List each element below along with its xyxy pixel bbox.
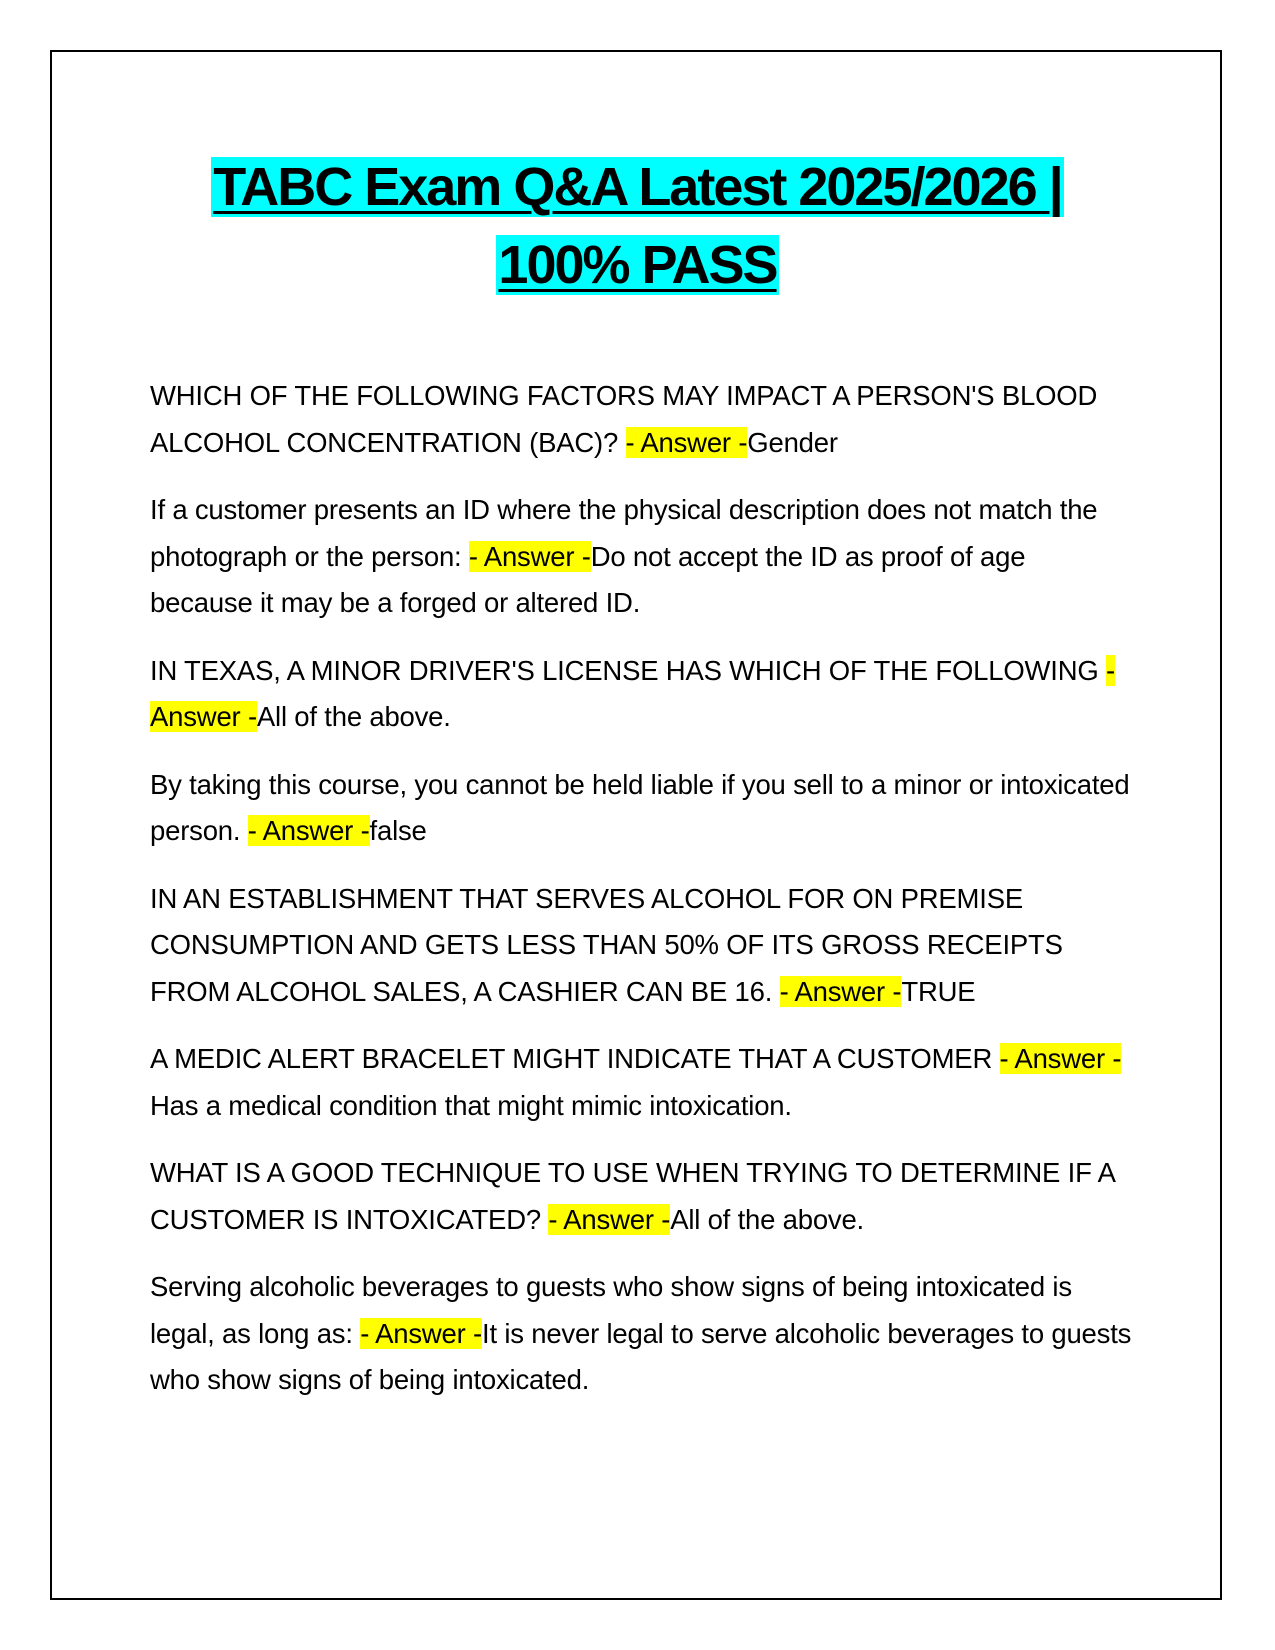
- document-title: [140, 148, 1135, 304]
- answer-text: All of the above.: [256, 701, 451, 732]
- answer-marker: - Answer -: [548, 1203, 671, 1235]
- answer-text: false: [369, 815, 427, 846]
- question-text: If a customer presents an ID where the physical description does not match the photograph or the person:: [150, 494, 1098, 572]
- answer-marker: - Answer -: [625, 426, 748, 458]
- answer-marker: - Answer -: [999, 1043, 1122, 1074]
- qa-item: [150, 1150, 1135, 1243]
- qa-item: [150, 648, 1135, 741]
- question-text: By taking this course, you cannot be held liable if you sell to a minor or intoxicated person.: [150, 768, 1130, 846]
- qa-item: [150, 876, 1135, 1016]
- answer-text: Has a medical condition that might mimic intoxication.: [150, 1089, 792, 1121]
- title-line-1: TABC Exam Q&A Latest 2025/2026 |: [213, 157, 1062, 217]
- question-text: IN TEXAS, A MINOR DRIVER'S LICENSE HAS WHICH OF THE FOLLOWING: [150, 654, 1107, 686]
- qa-item: [150, 1036, 1135, 1129]
- title-line-2: 100% PASS: [498, 235, 777, 295]
- answer-text: Do not accept the ID as proof of age because it may be a forged or altered ID.: [150, 540, 1026, 618]
- question-text: A MEDIC ALERT BRACELET MIGHT INDICATE THAT A CUSTOMER: [150, 1043, 1000, 1074]
- answer-marker: - Answer -: [247, 815, 370, 846]
- question-text: WHAT IS A GOOD TECHNIQUE TO USE WHEN TRYING TO DETERMINE IF A CUSTOMER IS INTOXICATED?: [150, 1157, 1115, 1235]
- answer-text: It is never legal to serve alcoholic beverages to guests who show signs of being intoxicated.: [150, 1317, 1132, 1395]
- answer-marker: - Answer -: [150, 654, 1115, 732]
- answer-text: TRUE: [901, 975, 976, 1007]
- answer-text: All of the above.: [670, 1203, 865, 1235]
- answer-marker: - Answer -: [779, 975, 902, 1007]
- qa-item: [150, 373, 1135, 466]
- qa-item: [150, 762, 1135, 855]
- question-text: IN AN ESTABLISHMENT THAT SERVES ALCOHOL FOR ON PREMISE CONSUMPTION AND GETS LESS THAN 50% OF ITS GROSS RECEIPTS FROM ALCOHOL SALES, A CASHIER CAN BE 16.: [150, 882, 1063, 1007]
- qa-item: [150, 1264, 1135, 1404]
- question-text: Serving alcoholic beverages to guests who show signs of being intoxicated is legal, as long as:: [150, 1271, 1072, 1349]
- qa-item: [150, 487, 1135, 627]
- answer-marker: - Answer -: [468, 540, 591, 572]
- answer-text: Gender: [747, 426, 838, 458]
- qa-list: [150, 373, 1135, 1425]
- question-text: WHICH OF THE FOLLOWING FACTORS MAY IMPACT A PERSON'S BLOOD ALCOHOL CONCENTRATION (BAC)?: [150, 380, 1098, 458]
- answer-marker: - Answer -: [360, 1317, 483, 1349]
